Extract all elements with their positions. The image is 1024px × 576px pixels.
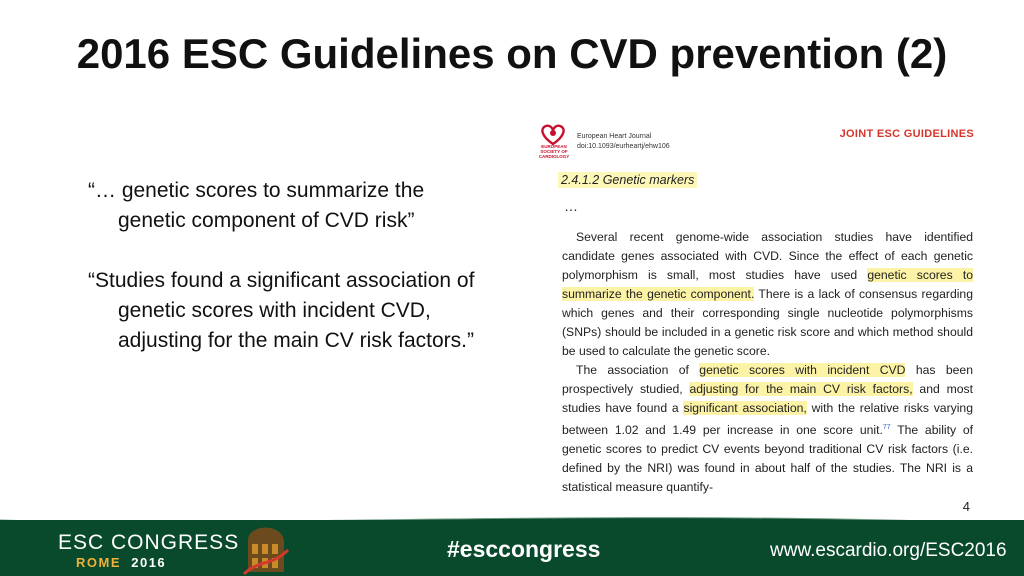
colosseum-icon — [242, 520, 290, 576]
excerpt-ellipsis: … — [564, 198, 578, 214]
congress-location: ROME 2016 — [76, 555, 167, 570]
highlight-significant-association: significant association, — [683, 401, 807, 415]
slide-title: 2016 ESC Guidelines on CVD prevention (2) — [76, 30, 948, 77]
bullet-quote-2: “Studies found a significant association of genetic scores with incident CVD, adjusting for the main CV risk factors.” — [88, 269, 475, 352]
journal-info — [577, 132, 670, 152]
congress-hashtag: #esccongress — [447, 536, 601, 562]
congress-url[interactable]: www.escardio.org/ESC2016 — [770, 540, 1007, 561]
reference-link[interactable]: 77 — [882, 424, 891, 431]
esc-congress-logo-text: ESC CONGRESS — [58, 531, 240, 554]
excerpt-body — [562, 228, 973, 497]
esc-logo-text: EUROPEAN SOCIETY OF CARDIOLOGY — [538, 144, 570, 159]
journal-doi: doi:10.1093/eurheartj/ehw106 — [577, 143, 670, 150]
journal-name: European Heart Journal — [577, 133, 652, 140]
highlight-incident-cvd: genetic scores with incident CVD — [699, 363, 906, 377]
page-number: 4 — [962, 499, 970, 514]
guideline-excerpt — [530, 118, 980, 514]
highlight-risk-factors: adjusting for the main CV risk factors, — [689, 382, 913, 396]
excerpt-paragraph-1: Several recent genome-wide association studies have identified candidate genes associated with CVD. Since the effect of each genetic polymorphism is small, most studies have used genetic scores to summarize the genetic component. There is a lack of consensus regarding which genes and their corresponding single nucleotide polymorphisms (SNPs) should be included in a genetic risk score and which method should be used to calculate the genetic score. — [562, 230, 973, 358]
excerpt-paragraph-2: The association of genetic scores with incident CVD has been prospectively studied, adjusting for the main CV risk factors, and most studies have found a significant association, with the relative risks varying between 1.02 and 1.49 per increase in one score unit.$^{77}$ The ability of genetic scores to predict CV events beyond traditional CV risk factors (i.e. defined by the NRI) was found in about half of the studies. The NRI is a statistical measure quantify- — [562, 363, 974, 495]
highlight-genetic-scores: genetic scores to summarize the genetic component. — [562, 268, 973, 301]
bullet-list — [88, 176, 488, 386]
bullet-quote-1: “… genetic scores to summarize the genetic component of CVD risk” — [88, 179, 425, 232]
section-heading: 2.4.1.2 Genetic markers — [558, 172, 697, 188]
joint-esc-guidelines-tag: JOINT ESC GUIDELINES — [839, 128, 974, 140]
